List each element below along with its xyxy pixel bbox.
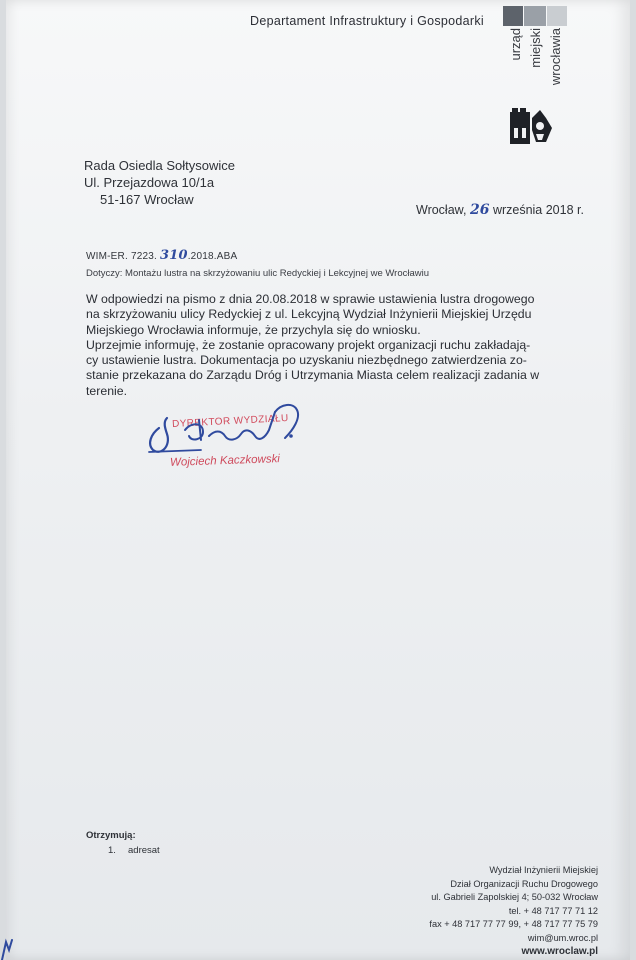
letter-body bbox=[86, 292, 606, 399]
logo-square-dark bbox=[503, 6, 523, 26]
reference-number bbox=[86, 248, 237, 263]
subject-line: Dotyczy: Montażu lustra na skrzyżowaniu ulic Redyckiej i Lekcyjnej we Wrocławiu bbox=[86, 268, 430, 279]
ref-prefix: WIM-ER. bbox=[86, 251, 128, 262]
stamp-name: Wojciech Kaczkowski bbox=[169, 453, 281, 469]
recipients-item bbox=[108, 845, 160, 856]
body-line: stanie przekazana do Zarządu Dróg i Utrzymania Miasta celem realizacji zadania w bbox=[86, 368, 540, 383]
logo-square-light bbox=[547, 6, 567, 26]
date-day-handwritten: 26 bbox=[469, 202, 490, 218]
letter-page bbox=[6, 0, 630, 960]
body-line: W odpowiedzi na pismo z dnia 20.08.2018 w sprawie ustawienia lustra drogowego bbox=[86, 292, 535, 306]
footer-department: Wydział Inżynierii Miejskiej bbox=[489, 865, 598, 875]
recipient-address bbox=[84, 157, 235, 208]
recipient-city: 51-167 Wrocław bbox=[100, 192, 194, 207]
footer-contact bbox=[386, 864, 598, 959]
recipient-item-name: adresat bbox=[128, 845, 160, 856]
ref-mid: 7223. bbox=[130, 251, 157, 262]
logo-text-miejski: miejski bbox=[528, 28, 543, 68]
body-line: cy ustawienie lustra. Dokumentacja po uzyskaniu niezbędnego zatwierdzenia zo- bbox=[86, 353, 527, 368]
footer-address: ul. Gabrieli Zapolskiej 4; 50-032 Wrocław bbox=[431, 892, 598, 902]
date-suffix: września 2018 r. bbox=[492, 203, 584, 217]
body-line: na skrzyżowaniu ulicy Redyckiej z ul. Lekcyjną Wydział Inżynierii Miejskiej Urzędu bbox=[86, 307, 532, 322]
department-name: Departament Infrastruktury i Gospodarki bbox=[250, 14, 485, 28]
edge-pen-mark-icon bbox=[0, 936, 14, 960]
recipient-street: Ul. Przejazdowa 10/1a bbox=[84, 175, 215, 190]
body-line: terenie. bbox=[86, 383, 128, 398]
recipients-label: Otrzymują: bbox=[86, 830, 136, 841]
stamp-title: DYREKTOR WYDZIAŁU bbox=[171, 412, 289, 431]
recipient-name: Rada Osiedla Sołtysowice bbox=[84, 158, 236, 173]
letter-date bbox=[416, 202, 584, 218]
city-crest-icon bbox=[506, 98, 556, 148]
ref-num-handwritten: 310 bbox=[159, 248, 188, 263]
ref-suffix: .2018.ABA bbox=[187, 251, 238, 262]
footer-fax: fax + 48 717 77 77 99, + 48 717 77 75 79 bbox=[429, 919, 598, 929]
footer-email: wim@um.wroc.pl bbox=[527, 932, 598, 943]
logo-text-urzad: urząd bbox=[508, 28, 523, 61]
date-prefix: Wrocław, bbox=[416, 203, 467, 217]
recipient-item-num: 1. bbox=[108, 845, 116, 856]
logo-text-wroclawia: wrocławia bbox=[548, 28, 563, 86]
handwritten-signature-icon bbox=[141, 400, 306, 480]
footer-division: Dział Organizacji Ruchu Drogowego bbox=[450, 878, 598, 889]
logo-square-mid bbox=[524, 6, 546, 26]
footer-phone: tel. + 48 717 77 71 12 bbox=[508, 905, 598, 916]
body-line: Miejskiego Wrocławia informuje, że przychyla się do wniosku. bbox=[86, 322, 421, 337]
footer-website: www.wroclaw.pl bbox=[521, 946, 598, 957]
body-line: Uprzejmie informuję, że zostanie opracowany projekt organizacji ruchu zakładają- bbox=[86, 337, 531, 352]
